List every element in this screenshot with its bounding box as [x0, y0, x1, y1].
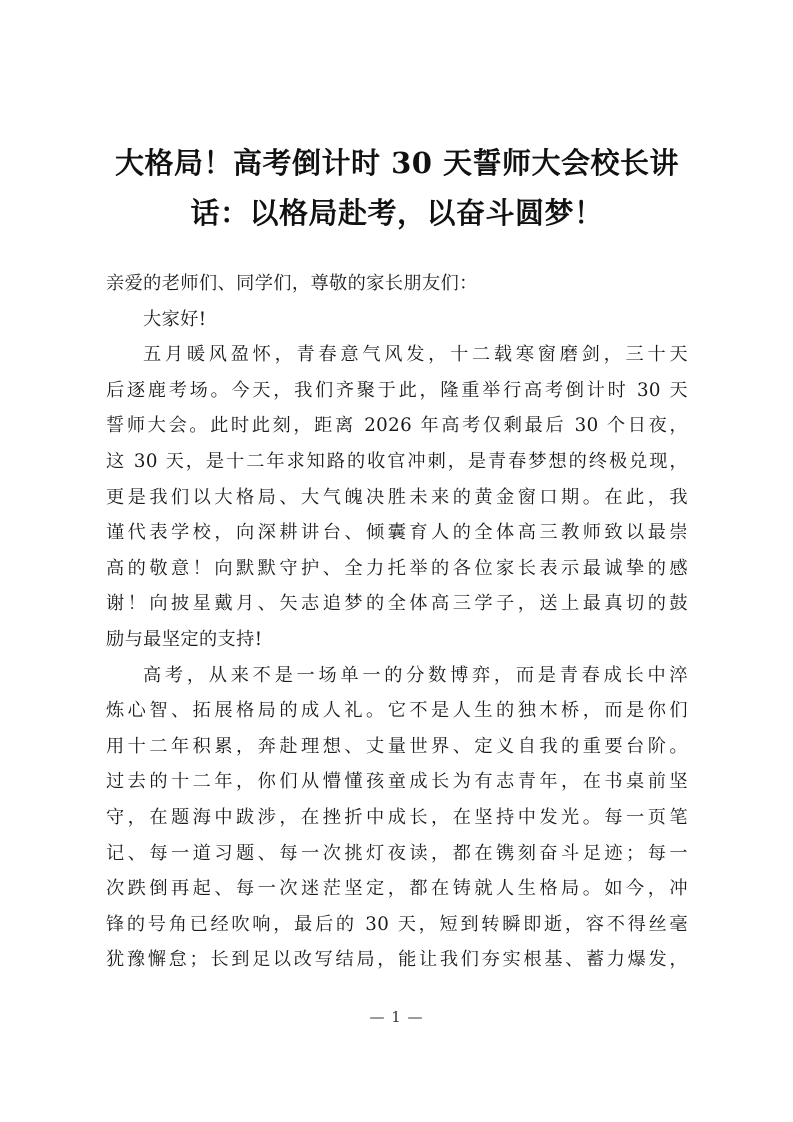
paragraph-line: 谢！向披星戴月、矢志追梦的全体高三学子，送上最真切的鼓 — [106, 593, 688, 615]
salutation: 亲爱的老师们、同学们，尊敬的家长朋友们： — [106, 273, 478, 294]
paragraph-line: 过去的十二年，你们从懵懂孩童成长为有志青年，在书桌前坚 — [106, 771, 688, 793]
title-line-2: 话：以格局赴考，以奋斗圆梦！ — [190, 196, 604, 230]
paragraph-line: 炼心智、拓展格局的成人礼。它不是人生的独木桥，而是你们 — [106, 700, 688, 722]
paragraph-line: 守，在题海中跋涉，在挫折中成长，在坚持中发光。每一页笔 — [106, 806, 688, 828]
paragraph-1 — [106, 337, 688, 657]
paragraph-line: 更是我们以大格局、大气魄决胜未来的黄金窗口期。在此，我 — [106, 486, 688, 508]
title-line-1: 大格局！高考倒计时 30 天誓师大会校长讲 — [114, 146, 680, 180]
paragraph-line: 记、每一道习题、每一次挑灯夜读，都在镌刻奋斗足迹；每一 — [106, 842, 688, 864]
paragraph-line: 后逐鹿考场。今天，我们齐聚于此，隆重举行高考倒计时 30 天 — [106, 379, 688, 401]
paragraph-line: 五月暖风盈怀，青春意气风发，十二载寒窗磨剑，三十天 — [143, 344, 688, 366]
document-title — [96, 138, 698, 238]
document-body — [106, 266, 688, 978]
paragraph-line: 谨代表学校，向深耕讲台、倾囊育人的全体高三教师致以最崇 — [106, 522, 688, 544]
paragraph-line: 用十二年积累，奔赴理想、丈量世界、定义自我的重要台阶。 — [106, 735, 688, 757]
paragraph-line: 誓师大会。此时此刻，距离 2026 年高考仅剩最后 30 个日夜， — [106, 415, 688, 437]
paragraph-line: 犹豫懈怠；长到足以改写结局，能让我们夯实根基、蓄力爆发， — [106, 949, 688, 971]
greeting: 大家好! — [143, 308, 207, 330]
paragraph-line: 次跌倒再起、每一次迷茫坚定，都在铸就人生格局。如今，冲 — [106, 878, 688, 900]
paragraph-line: 锋的号角已经吹响，最后的 30 天，短到转瞬即逝，容不得丝毫 — [106, 913, 688, 935]
paragraph-line: 励与最坚定的支持! — [106, 628, 263, 650]
paragraph-line: 这 30 天，是十二年求知路的收官冲刺，是青春梦想的终极兑现， — [106, 450, 688, 472]
paragraph-2 — [106, 658, 688, 978]
paragraph-line: 高考，从来不是一场单一的分数博弈，而是青春成长中淬 — [143, 664, 688, 686]
page-number: — 1 — — [369, 1008, 424, 1026]
paragraph-line: 高的敬意！向默默守护、全力托举的各位家长表示最诚挚的感 — [106, 557, 688, 579]
